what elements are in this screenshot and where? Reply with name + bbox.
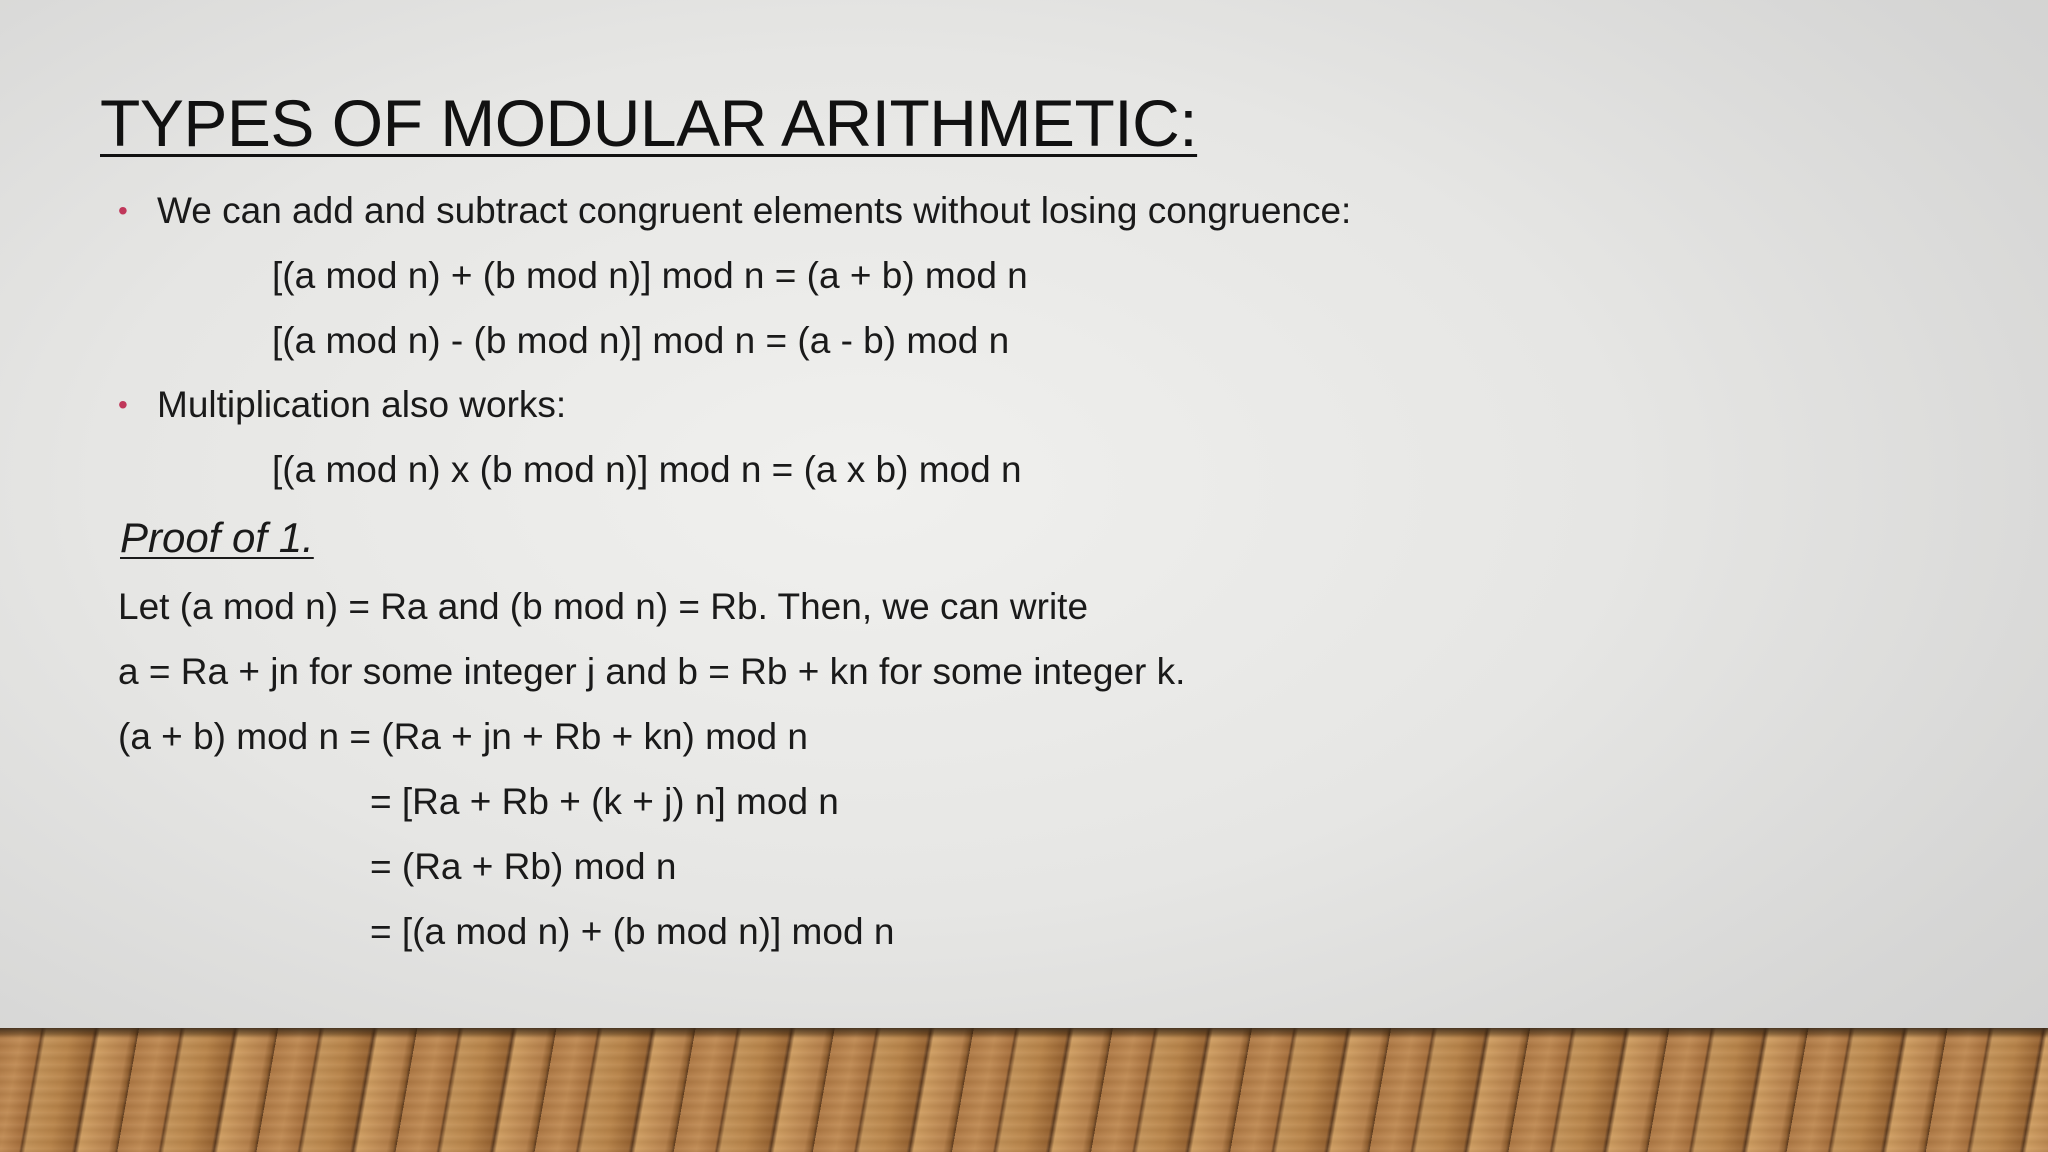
formula-subtraction: [(a mod n) - (b mod n)] mod n = (a - b) mod n [272, 320, 1010, 361]
proof-line: = [Ra + Rb + (k + j) n] mod n [370, 781, 839, 822]
proof-line: a = Ra + jn for some integer j and b = Rb + kn for some integer k. [118, 651, 1186, 692]
proof-line: Let (a mod n) = Ra and (b mod n) = Rb. Then, we can write [118, 586, 1089, 627]
proof-line: (a + b) mod n = (Ra + jn + Rb + kn) mod n [118, 716, 808, 757]
wood-floor-decoration [0, 1028, 2048, 1152]
bullet-dot-icon: • [118, 195, 128, 226]
bullet-add-subtract: We can add and subtract congruent elements without losing congruence: [157, 190, 1352, 231]
proof-line: = (Ra + Rb) mod n [370, 846, 677, 887]
proof-heading: Proof of 1. [120, 514, 314, 561]
formula-addition: [(a mod n) + (b mod n)] mod n = (a + b) mod n [272, 255, 1028, 296]
proof-line: = [(a mod n) + (b mod n)] mod n [370, 911, 895, 952]
formula-multiplication: [(a mod n) x (b mod n)] mod n = (a x b) mod n [272, 449, 1022, 490]
bullet-dot-icon: • [118, 389, 128, 420]
slide-title: TYPES OF MODULAR ARITHMETIC: [100, 86, 1198, 160]
bullet-multiplication: Multiplication also works: [157, 384, 567, 425]
